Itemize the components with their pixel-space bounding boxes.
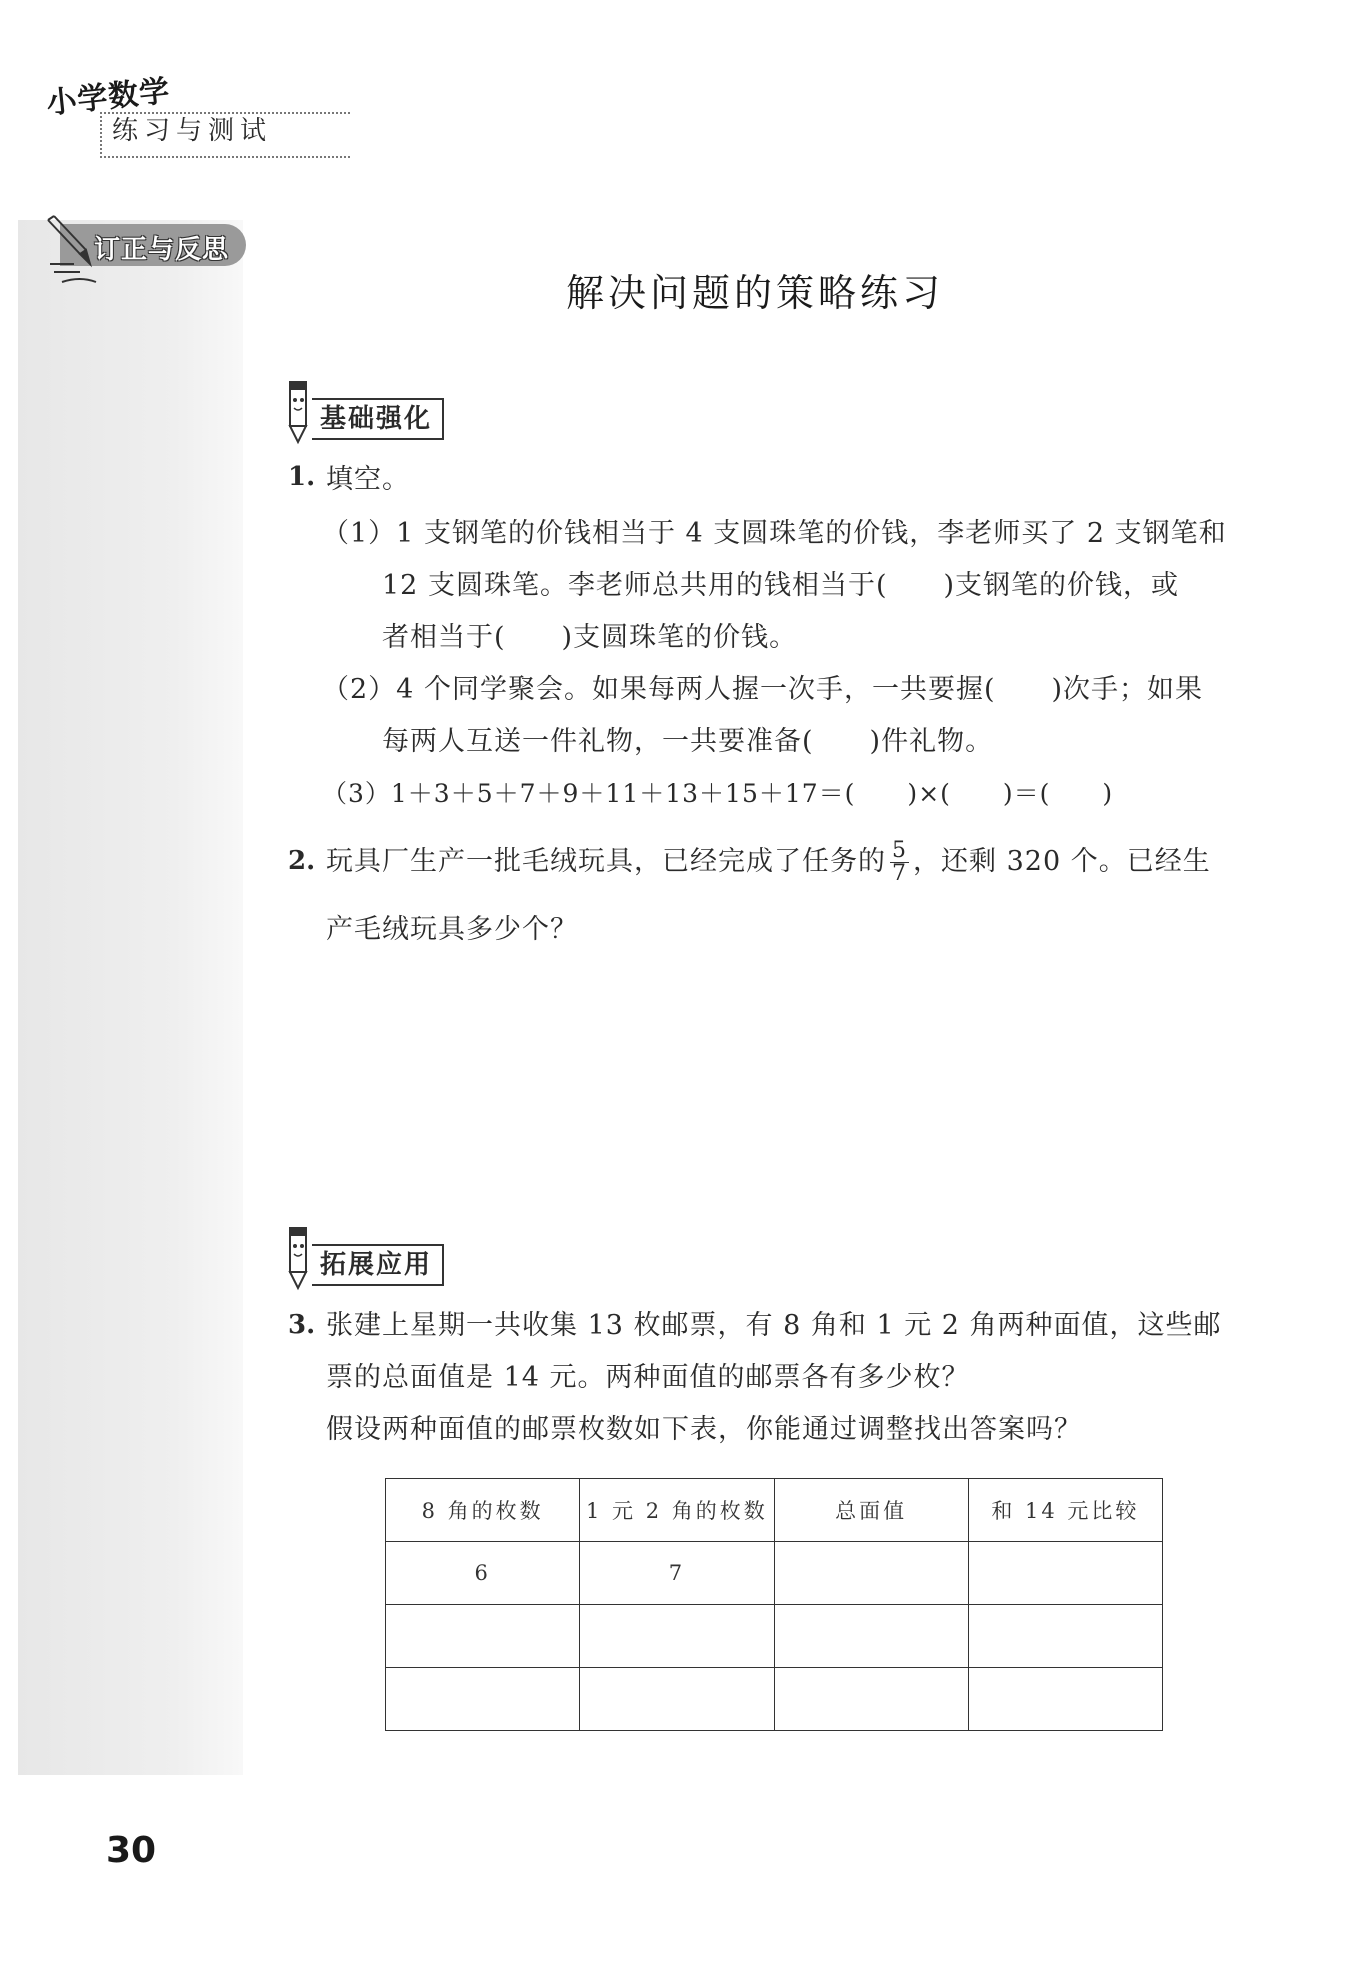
- question-3-line1: 张建上星期一共收集 13 枚邮票，有 8 角和 1 元 2 角两种面值，这些邮: [326, 1310, 1222, 1341]
- table-cell[interactable]: [580, 1605, 774, 1668]
- page-number: 30: [106, 1830, 157, 1871]
- q2-text-b: ，还剩 320 个。已经生: [913, 846, 1211, 877]
- question-1-stem: 填空。: [326, 464, 410, 495]
- stamp-table: [385, 1478, 1163, 1731]
- pencil-mascot-icon: [284, 1222, 312, 1292]
- q1-part1-line3: 者相当于( )支圆珠笔的价钱。: [382, 622, 798, 653]
- page-title: 解决问题的策略练习: [565, 271, 944, 315]
- question-3-number: 3.: [288, 1310, 316, 1340]
- table-header-cell: 总面值: [774, 1479, 968, 1542]
- table-header-cell: 8 角的枚数: [386, 1479, 580, 1542]
- q1-part1-line1: （1）1 支钢笔的价钱相当于 4 支圆珠笔的价钱，李老师买了 2 支钢笔和: [322, 518, 1227, 549]
- table-cell[interactable]: [774, 1542, 968, 1605]
- q2-text-a: 玩具厂生产一批毛绒玩具，已经完成了任务的: [326, 846, 886, 877]
- series-subtitle: 练习与测试: [100, 112, 350, 158]
- q2-fraction-denominator: 7: [892, 861, 907, 886]
- q1-part1-line2: 12 支圆珠笔。李老师总共用的钱相当于( )支钢笔的价钱，或: [382, 570, 1180, 601]
- table-cell[interactable]: [386, 1668, 580, 1731]
- question-2-number: 2.: [288, 846, 316, 876]
- table-header-cell: 和 14 元比较: [968, 1479, 1162, 1542]
- q1-part2-line2: 每两人互送一件礼物，一共要准备( )件礼物。: [382, 726, 994, 757]
- question-2-line1: [326, 840, 1211, 885]
- table-cell[interactable]: [774, 1605, 968, 1668]
- table-row: [386, 1542, 1163, 1605]
- table-cell[interactable]: [580, 1668, 774, 1731]
- table-header-cell: 1 元 2 角的枚数: [580, 1479, 774, 1542]
- q2-fraction-numerator: 5: [892, 838, 907, 863]
- section-badge-extend: 拓展应用: [312, 1244, 444, 1286]
- section-badge-basic: 基础强化: [312, 398, 444, 440]
- series-title: 小学数学: [44, 73, 172, 122]
- correction-margin: [18, 220, 243, 1775]
- table-cell[interactable]: [968, 1668, 1162, 1731]
- table-row: [386, 1668, 1163, 1731]
- q2-fraction: [890, 840, 909, 885]
- pencil-mascot-icon: [284, 376, 312, 446]
- question-1-number: 1.: [288, 462, 316, 492]
- table-cell[interactable]: [774, 1668, 968, 1731]
- question-2-line2: 产毛绒玩具多少个？: [326, 914, 578, 945]
- table-cell[interactable]: 6: [386, 1542, 580, 1605]
- q1-part3-line1: （3）1＋3＋5＋7＋9＋11＋13＋15＋17＝( )×( )＝( ): [322, 779, 1114, 808]
- question-3-line3: 假设两种面值的邮票枚数如下表，你能通过调整找出答案吗？: [326, 1414, 1082, 1445]
- table-cell[interactable]: 7: [580, 1542, 774, 1605]
- table-row: [386, 1605, 1163, 1668]
- margin-tab-label: 订正与反思: [94, 235, 230, 265]
- table-cell[interactable]: [386, 1605, 580, 1668]
- table-cell[interactable]: [968, 1605, 1162, 1668]
- q1-part2-line1: （2）4 个同学聚会。如果每两人握一次手，一共要握( )次手；如果: [322, 674, 1204, 705]
- table-cell[interactable]: [968, 1542, 1162, 1605]
- question-3-line2: 票的总面值是 14 元。两种面值的邮票各有多少枚？: [326, 1362, 970, 1393]
- table-header-row: [386, 1479, 1163, 1542]
